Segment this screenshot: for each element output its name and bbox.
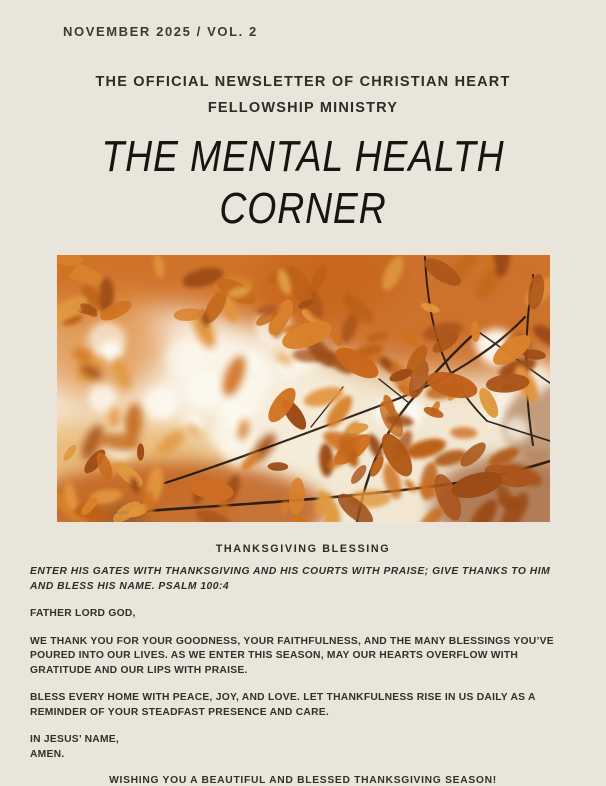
closing-lines: [30, 733, 576, 762]
title-line-1: THE MENTAL HEALTH: [101, 132, 505, 181]
title-line-2: CORNER: [219, 184, 387, 233]
issue-label: NOVEMBER 2025 / VOL. 2: [63, 24, 258, 39]
closing-line-2: AMEN.: [30, 748, 65, 760]
autumn-leaves-photo: [57, 255, 550, 522]
closing-line-1: IN JESUS’ NAME,: [30, 734, 120, 745]
page-title: [45, 131, 560, 235]
section-heading: THANKSGIVING BLESSING: [215, 543, 391, 555]
newsletter-subtitle: THE OFFICIAL NEWSLETTER OF CHRISTIAN HEART FELLOWSHIP MINISTRY: [95, 74, 511, 116]
salutation: FATHER LORD GOD,: [30, 608, 136, 619]
scripture-verse: ENTER HIS GATES WITH THANKSGIVING AND HIS COURTS WITH PRAISE; GIVE THANKS TO HIM AND BLESS HIS NAME. PSALM 100:4: [30, 566, 551, 592]
footer-message: WISHING YOU A BEAUTIFUL AND BLESSED THANKSGIVING SEASON!: [109, 775, 497, 786]
blessing-section: [0, 543, 606, 786]
prayer-paragraph-1: WE THANK YOU FOR YOUR GOODNESS, YOUR FAITHFULNESS, AND THE MANY BLESSINGS YOU’VE POURED INTO OUR LIVES. AS WE ENTER THIS SEASON, MAY OUR HEARTS OVERFLOW WITH GRATITUDE AND OUR LIPS WITH PRAISE.: [30, 635, 554, 676]
prayer-paragraph-2: BLESS EVERY HOME WITH PEACE, JOY, AND LOVE. LET THANKFULNESS RISE IN US DAILY AS A REMINDER OF YOUR STEADFAST PRESENCE AND CARE.: [30, 692, 536, 718]
